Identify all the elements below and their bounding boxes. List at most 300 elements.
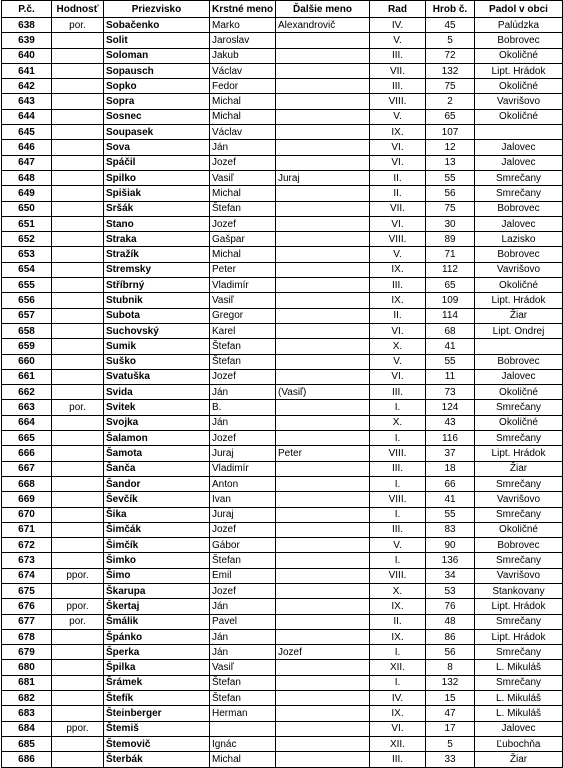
cell-first-name: Michal bbox=[210, 186, 276, 201]
cell-surname: Svida bbox=[104, 385, 210, 400]
cell-rank bbox=[52, 691, 104, 706]
cell-number: 681 bbox=[2, 675, 52, 690]
cell-first-name: Štefan bbox=[210, 553, 276, 568]
cell-number: 648 bbox=[2, 170, 52, 185]
cell-number: 646 bbox=[2, 140, 52, 155]
cell-grave: 76 bbox=[426, 599, 475, 614]
cell-rank bbox=[52, 79, 104, 94]
cell-surname: Svatuška bbox=[104, 369, 210, 384]
cell-other-name bbox=[276, 522, 370, 537]
cell-other-name bbox=[276, 48, 370, 63]
cell-first-name: Michal bbox=[210, 109, 276, 124]
cell-number: 683 bbox=[2, 706, 52, 721]
cell-surname: Šrámek bbox=[104, 675, 210, 690]
cell-grave: 112 bbox=[426, 262, 475, 277]
cell-fell-in: Žiar bbox=[475, 752, 563, 767]
cell-number: 682 bbox=[2, 691, 52, 706]
cell-first-name: Štefan bbox=[210, 691, 276, 706]
cell-fell-in: Okoličné bbox=[475, 278, 563, 293]
cell-number: 662 bbox=[2, 385, 52, 400]
cell-other-name bbox=[276, 247, 370, 262]
cell-fell-in: Žiar bbox=[475, 308, 563, 323]
cell-rank bbox=[52, 170, 104, 185]
cell-number: 656 bbox=[2, 293, 52, 308]
table-row bbox=[2, 63, 563, 78]
cell-row: I. bbox=[370, 476, 426, 491]
cell-grave: 114 bbox=[426, 308, 475, 323]
table-row bbox=[2, 48, 563, 63]
cell-grave: 43 bbox=[426, 415, 475, 430]
cell-surname: Sopra bbox=[104, 94, 210, 109]
cell-surname: Sopausch bbox=[104, 63, 210, 78]
cell-rank bbox=[52, 583, 104, 598]
table-row bbox=[2, 629, 563, 644]
cell-rank bbox=[52, 476, 104, 491]
cell-row: III. bbox=[370, 48, 426, 63]
col-header-rank: Hodnosť bbox=[52, 1, 104, 18]
cell-first-name: Jozef bbox=[210, 522, 276, 537]
cell-surname: Spilko bbox=[104, 170, 210, 185]
cell-other-name: Jozef bbox=[276, 645, 370, 660]
cell-surname: Stříbrný bbox=[104, 278, 210, 293]
cell-other-name bbox=[276, 660, 370, 675]
cell-row: III. bbox=[370, 522, 426, 537]
cell-number: 665 bbox=[2, 431, 52, 446]
cell-row: X. bbox=[370, 583, 426, 598]
col-header-grave: Hrob č. bbox=[426, 1, 475, 18]
cell-first-name: Juraj bbox=[210, 507, 276, 522]
cell-other-name bbox=[276, 568, 370, 583]
cell-other-name bbox=[276, 308, 370, 323]
cell-grave: 18 bbox=[426, 461, 475, 476]
cell-surname: Šika bbox=[104, 507, 210, 522]
cell-grave: 68 bbox=[426, 323, 475, 338]
table-row bbox=[2, 645, 563, 660]
cell-surname: Šandor bbox=[104, 476, 210, 491]
cell-grave: 5 bbox=[426, 736, 475, 751]
table-row bbox=[2, 400, 563, 415]
cell-first-name: Gábor bbox=[210, 538, 276, 553]
cell-grave: 15 bbox=[426, 691, 475, 706]
table-row bbox=[2, 140, 563, 155]
cell-number: 659 bbox=[2, 339, 52, 354]
cell-surname: Stubnik bbox=[104, 293, 210, 308]
cell-first-name: Michal bbox=[210, 247, 276, 262]
cell-other-name bbox=[276, 63, 370, 78]
cell-first-name: Gregor bbox=[210, 308, 276, 323]
cell-rank bbox=[52, 48, 104, 63]
cell-fell-in: Bobrovec bbox=[475, 354, 563, 369]
cell-rank bbox=[52, 660, 104, 675]
cell-grave: 86 bbox=[426, 629, 475, 644]
cell-fell-in: Okoličné bbox=[475, 385, 563, 400]
cell-number: 649 bbox=[2, 186, 52, 201]
cell-fell-in: Smrečany bbox=[475, 186, 563, 201]
cell-surname: Šterbák bbox=[104, 752, 210, 767]
cell-number: 685 bbox=[2, 736, 52, 751]
cell-rank bbox=[52, 645, 104, 660]
cell-first-name: Jozef bbox=[210, 155, 276, 170]
cell-grave: 8 bbox=[426, 660, 475, 675]
cell-fell-in: Smrečany bbox=[475, 400, 563, 415]
table-row bbox=[2, 461, 563, 476]
cell-grave: 73 bbox=[426, 385, 475, 400]
cell-row: II. bbox=[370, 614, 426, 629]
cell-other-name bbox=[276, 109, 370, 124]
table-row bbox=[2, 94, 563, 109]
cell-rank: por. bbox=[52, 18, 104, 33]
cell-rank bbox=[52, 507, 104, 522]
cell-row: I. bbox=[370, 645, 426, 660]
cell-first-name: Peter bbox=[210, 262, 276, 277]
cell-other-name: (Vasiľ) bbox=[276, 385, 370, 400]
cell-rank bbox=[52, 94, 104, 109]
cell-number: 644 bbox=[2, 109, 52, 124]
cell-number: 647 bbox=[2, 155, 52, 170]
cell-number: 666 bbox=[2, 446, 52, 461]
cell-fell-in: Bobrovec bbox=[475, 33, 563, 48]
col-header-first-name: Krstné meno bbox=[210, 1, 276, 18]
cell-grave: 5 bbox=[426, 33, 475, 48]
table-row bbox=[2, 446, 563, 461]
cell-row: XII. bbox=[370, 736, 426, 751]
cell-other-name bbox=[276, 752, 370, 767]
cell-surname: Stano bbox=[104, 216, 210, 231]
cell-surname: Sumik bbox=[104, 339, 210, 354]
cell-other-name bbox=[276, 262, 370, 277]
table-row bbox=[2, 232, 563, 247]
cell-rank bbox=[52, 33, 104, 48]
cell-rank bbox=[52, 339, 104, 354]
cell-other-name bbox=[276, 400, 370, 415]
cell-first-name: Václav bbox=[210, 125, 276, 140]
col-header-other-name: Ďalšie meno bbox=[276, 1, 370, 18]
cell-number: 671 bbox=[2, 522, 52, 537]
cell-rank bbox=[52, 278, 104, 293]
table-row bbox=[2, 568, 563, 583]
cell-fell-in: L. Mikuláš bbox=[475, 691, 563, 706]
cell-number: 639 bbox=[2, 33, 52, 48]
cell-row: IX. bbox=[370, 293, 426, 308]
cell-grave: 13 bbox=[426, 155, 475, 170]
cell-surname: Subota bbox=[104, 308, 210, 323]
cell-fell-in: L. Mikuláš bbox=[475, 706, 563, 721]
cell-grave: 2 bbox=[426, 94, 475, 109]
cell-row: VIII. bbox=[370, 232, 426, 247]
cell-first-name: Václav bbox=[210, 63, 276, 78]
cell-surname: Spáčil bbox=[104, 155, 210, 170]
cell-fell-in: Okoličné bbox=[475, 48, 563, 63]
cell-number: 684 bbox=[2, 721, 52, 736]
cell-rank bbox=[52, 247, 104, 262]
table-row bbox=[2, 308, 563, 323]
table-body bbox=[2, 18, 563, 768]
cell-first-name: Michal bbox=[210, 94, 276, 109]
cell-surname: Soloman bbox=[104, 48, 210, 63]
cell-fell-in: Smrečany bbox=[475, 553, 563, 568]
cell-first-name: Marko bbox=[210, 18, 276, 33]
table-row bbox=[2, 675, 563, 690]
cell-surname: Sobačenko bbox=[104, 18, 210, 33]
cell-fell-in: Vavrišovo bbox=[475, 94, 563, 109]
cell-number: 669 bbox=[2, 492, 52, 507]
cell-rank: por. bbox=[52, 614, 104, 629]
cell-surname: Štemiš bbox=[104, 721, 210, 736]
cell-rank: por. bbox=[52, 400, 104, 415]
cell-surname: Šmálik bbox=[104, 614, 210, 629]
cell-other-name bbox=[276, 614, 370, 629]
cell-fell-in: Jalovec bbox=[475, 369, 563, 384]
cell-surname: Sršák bbox=[104, 201, 210, 216]
cell-grave: 75 bbox=[426, 79, 475, 94]
cell-row: V. bbox=[370, 538, 426, 553]
cell-number: 663 bbox=[2, 400, 52, 415]
cell-number: 674 bbox=[2, 568, 52, 583]
cell-rank bbox=[52, 262, 104, 277]
cell-first-name: Štefan bbox=[210, 339, 276, 354]
table-row bbox=[2, 125, 563, 140]
cell-number: 657 bbox=[2, 308, 52, 323]
cell-first-name: Jozef bbox=[210, 369, 276, 384]
cell-fell-in: Bobrovec bbox=[475, 201, 563, 216]
col-header-fell-in: Padol v obci bbox=[475, 1, 563, 18]
cell-surname: Svojka bbox=[104, 415, 210, 430]
cell-surname: Špilka bbox=[104, 660, 210, 675]
cell-other-name bbox=[276, 278, 370, 293]
cell-fell-in: Lipt. Ondrej bbox=[475, 323, 563, 338]
cell-first-name: Karel bbox=[210, 323, 276, 338]
cell-other-name bbox=[276, 232, 370, 247]
cell-surname: Suchovský bbox=[104, 323, 210, 338]
table-row bbox=[2, 278, 563, 293]
cell-first-name: Ján bbox=[210, 629, 276, 644]
cell-surname: Štemovič bbox=[104, 736, 210, 751]
cell-other-name bbox=[276, 140, 370, 155]
cell-first-name: Ján bbox=[210, 645, 276, 660]
cell-other-name: Peter bbox=[276, 446, 370, 461]
table-row bbox=[2, 691, 563, 706]
cell-rank bbox=[52, 109, 104, 124]
cell-surname: Svitek bbox=[104, 400, 210, 415]
cell-other-name bbox=[276, 354, 370, 369]
cell-row: III. bbox=[370, 461, 426, 476]
cell-number: 675 bbox=[2, 583, 52, 598]
cell-row: VI. bbox=[370, 140, 426, 155]
cell-other-name: Alexandrovič bbox=[276, 18, 370, 33]
cell-first-name: Vasiľ bbox=[210, 660, 276, 675]
cell-number: 660 bbox=[2, 354, 52, 369]
cell-surname: Solit bbox=[104, 33, 210, 48]
cell-other-name bbox=[276, 293, 370, 308]
cell-grave: 124 bbox=[426, 400, 475, 415]
table-row bbox=[2, 33, 563, 48]
cell-number: 638 bbox=[2, 18, 52, 33]
cell-fell-in bbox=[475, 125, 563, 140]
cell-first-name: Jozef bbox=[210, 216, 276, 231]
cell-first-name: Pavel bbox=[210, 614, 276, 629]
cell-rank bbox=[52, 201, 104, 216]
cell-fell-in: Okoličné bbox=[475, 522, 563, 537]
cell-fell-in: Smrečany bbox=[475, 614, 563, 629]
table-row bbox=[2, 660, 563, 675]
cell-rank bbox=[52, 752, 104, 767]
cell-row: I. bbox=[370, 675, 426, 690]
cell-grave: 45 bbox=[426, 18, 475, 33]
cell-number: 642 bbox=[2, 79, 52, 94]
cell-other-name bbox=[276, 216, 370, 231]
cell-fell-in: Bobrovec bbox=[475, 538, 563, 553]
cell-fell-in: Okoličné bbox=[475, 109, 563, 124]
cell-other-name bbox=[276, 79, 370, 94]
cell-grave: 65 bbox=[426, 278, 475, 293]
cell-number: 677 bbox=[2, 614, 52, 629]
table-row bbox=[2, 492, 563, 507]
cell-number: 672 bbox=[2, 538, 52, 553]
cell-rank bbox=[52, 308, 104, 323]
cell-other-name bbox=[276, 691, 370, 706]
cell-fell-in: Jalovec bbox=[475, 216, 563, 231]
cell-grave: 71 bbox=[426, 247, 475, 262]
cell-number: 654 bbox=[2, 262, 52, 277]
cell-other-name bbox=[276, 33, 370, 48]
cell-row: VII. bbox=[370, 201, 426, 216]
soldier-grave-table bbox=[1, 0, 563, 768]
table-row bbox=[2, 18, 563, 33]
cell-fell-in: Lipt. Hrádok bbox=[475, 446, 563, 461]
cell-row: X. bbox=[370, 339, 426, 354]
cell-other-name bbox=[276, 583, 370, 598]
cell-surname: Šteinberger bbox=[104, 706, 210, 721]
cell-first-name: B. bbox=[210, 400, 276, 415]
cell-grave: 34 bbox=[426, 568, 475, 583]
cell-surname: Suško bbox=[104, 354, 210, 369]
cell-grave: 33 bbox=[426, 752, 475, 767]
cell-rank: ppor. bbox=[52, 721, 104, 736]
cell-other-name bbox=[276, 415, 370, 430]
table-row bbox=[2, 522, 563, 537]
cell-row: IX. bbox=[370, 706, 426, 721]
cell-first-name: Ignác bbox=[210, 736, 276, 751]
cell-row: II. bbox=[370, 186, 426, 201]
table-row bbox=[2, 109, 563, 124]
table-row bbox=[2, 431, 563, 446]
cell-other-name bbox=[276, 553, 370, 568]
cell-row: V. bbox=[370, 33, 426, 48]
cell-fell-in: Bobrovec bbox=[475, 247, 563, 262]
cell-other-name bbox=[276, 369, 370, 384]
table-row bbox=[2, 583, 563, 598]
cell-number: 667 bbox=[2, 461, 52, 476]
cell-row: VIII. bbox=[370, 94, 426, 109]
cell-surname: Sosnec bbox=[104, 109, 210, 124]
cell-rank bbox=[52, 736, 104, 751]
cell-grave: 132 bbox=[426, 63, 475, 78]
cell-other-name bbox=[276, 186, 370, 201]
col-header-surname: Priezvisko bbox=[104, 1, 210, 18]
table-row bbox=[2, 323, 563, 338]
cell-other-name bbox=[276, 538, 370, 553]
cell-first-name: Juraj bbox=[210, 446, 276, 461]
cell-other-name bbox=[276, 675, 370, 690]
cell-other-name bbox=[276, 461, 370, 476]
cell-fell-in: Vavrišovo bbox=[475, 262, 563, 277]
cell-rank bbox=[52, 354, 104, 369]
cell-other-name bbox=[276, 125, 370, 140]
cell-grave: 75 bbox=[426, 201, 475, 216]
cell-rank bbox=[52, 63, 104, 78]
cell-row: I. bbox=[370, 400, 426, 415]
cell-grave: 41 bbox=[426, 492, 475, 507]
cell-other-name bbox=[276, 201, 370, 216]
cell-number: 640 bbox=[2, 48, 52, 63]
table-row bbox=[2, 721, 563, 736]
cell-grave: 17 bbox=[426, 721, 475, 736]
cell-surname: Sopko bbox=[104, 79, 210, 94]
cell-number: 641 bbox=[2, 63, 52, 78]
cell-rank: ppor. bbox=[52, 568, 104, 583]
cell-number: 686 bbox=[2, 752, 52, 767]
table-row bbox=[2, 476, 563, 491]
cell-fell-in: Palúdzka bbox=[475, 18, 563, 33]
cell-fell-in: Jalovec bbox=[475, 721, 563, 736]
cell-other-name bbox=[276, 721, 370, 736]
cell-surname: Ševčík bbox=[104, 492, 210, 507]
cell-row: VI. bbox=[370, 216, 426, 231]
cell-row: II. bbox=[370, 308, 426, 323]
cell-grave: 11 bbox=[426, 369, 475, 384]
cell-rank bbox=[52, 553, 104, 568]
cell-first-name: Vasiľ bbox=[210, 293, 276, 308]
cell-number: 679 bbox=[2, 645, 52, 660]
cell-row: XII. bbox=[370, 660, 426, 675]
cell-fell-in: Jalovec bbox=[475, 155, 563, 170]
cell-rank bbox=[52, 125, 104, 140]
cell-grave: 72 bbox=[426, 48, 475, 63]
cell-row: II. bbox=[370, 170, 426, 185]
cell-first-name: Ivan bbox=[210, 492, 276, 507]
cell-row: III. bbox=[370, 385, 426, 400]
cell-number: 661 bbox=[2, 369, 52, 384]
cell-rank: ppor. bbox=[52, 599, 104, 614]
cell-number: 670 bbox=[2, 507, 52, 522]
cell-row: I. bbox=[370, 431, 426, 446]
cell-grave: 65 bbox=[426, 109, 475, 124]
cell-number: 655 bbox=[2, 278, 52, 293]
cell-rank bbox=[52, 369, 104, 384]
cell-first-name: Emil bbox=[210, 568, 276, 583]
cell-grave: 132 bbox=[426, 675, 475, 690]
cell-row: IX. bbox=[370, 599, 426, 614]
cell-first-name: Ján bbox=[210, 385, 276, 400]
cell-grave: 56 bbox=[426, 186, 475, 201]
cell-surname: Škertaj bbox=[104, 599, 210, 614]
cell-first-name: Štefan bbox=[210, 675, 276, 690]
table-row bbox=[2, 752, 563, 767]
table-row bbox=[2, 155, 563, 170]
cell-grave: 56 bbox=[426, 645, 475, 660]
cell-row: I. bbox=[370, 507, 426, 522]
cell-row: V. bbox=[370, 109, 426, 124]
cell-first-name bbox=[210, 721, 276, 736]
cell-fell-in: Vavrišovo bbox=[475, 568, 563, 583]
cell-number: 652 bbox=[2, 232, 52, 247]
cell-fell-in: Lazisko bbox=[475, 232, 563, 247]
cell-other-name bbox=[276, 736, 370, 751]
cell-fell-in bbox=[475, 339, 563, 354]
cell-number: 643 bbox=[2, 94, 52, 109]
cell-first-name: Ján bbox=[210, 599, 276, 614]
cell-grave: 109 bbox=[426, 293, 475, 308]
